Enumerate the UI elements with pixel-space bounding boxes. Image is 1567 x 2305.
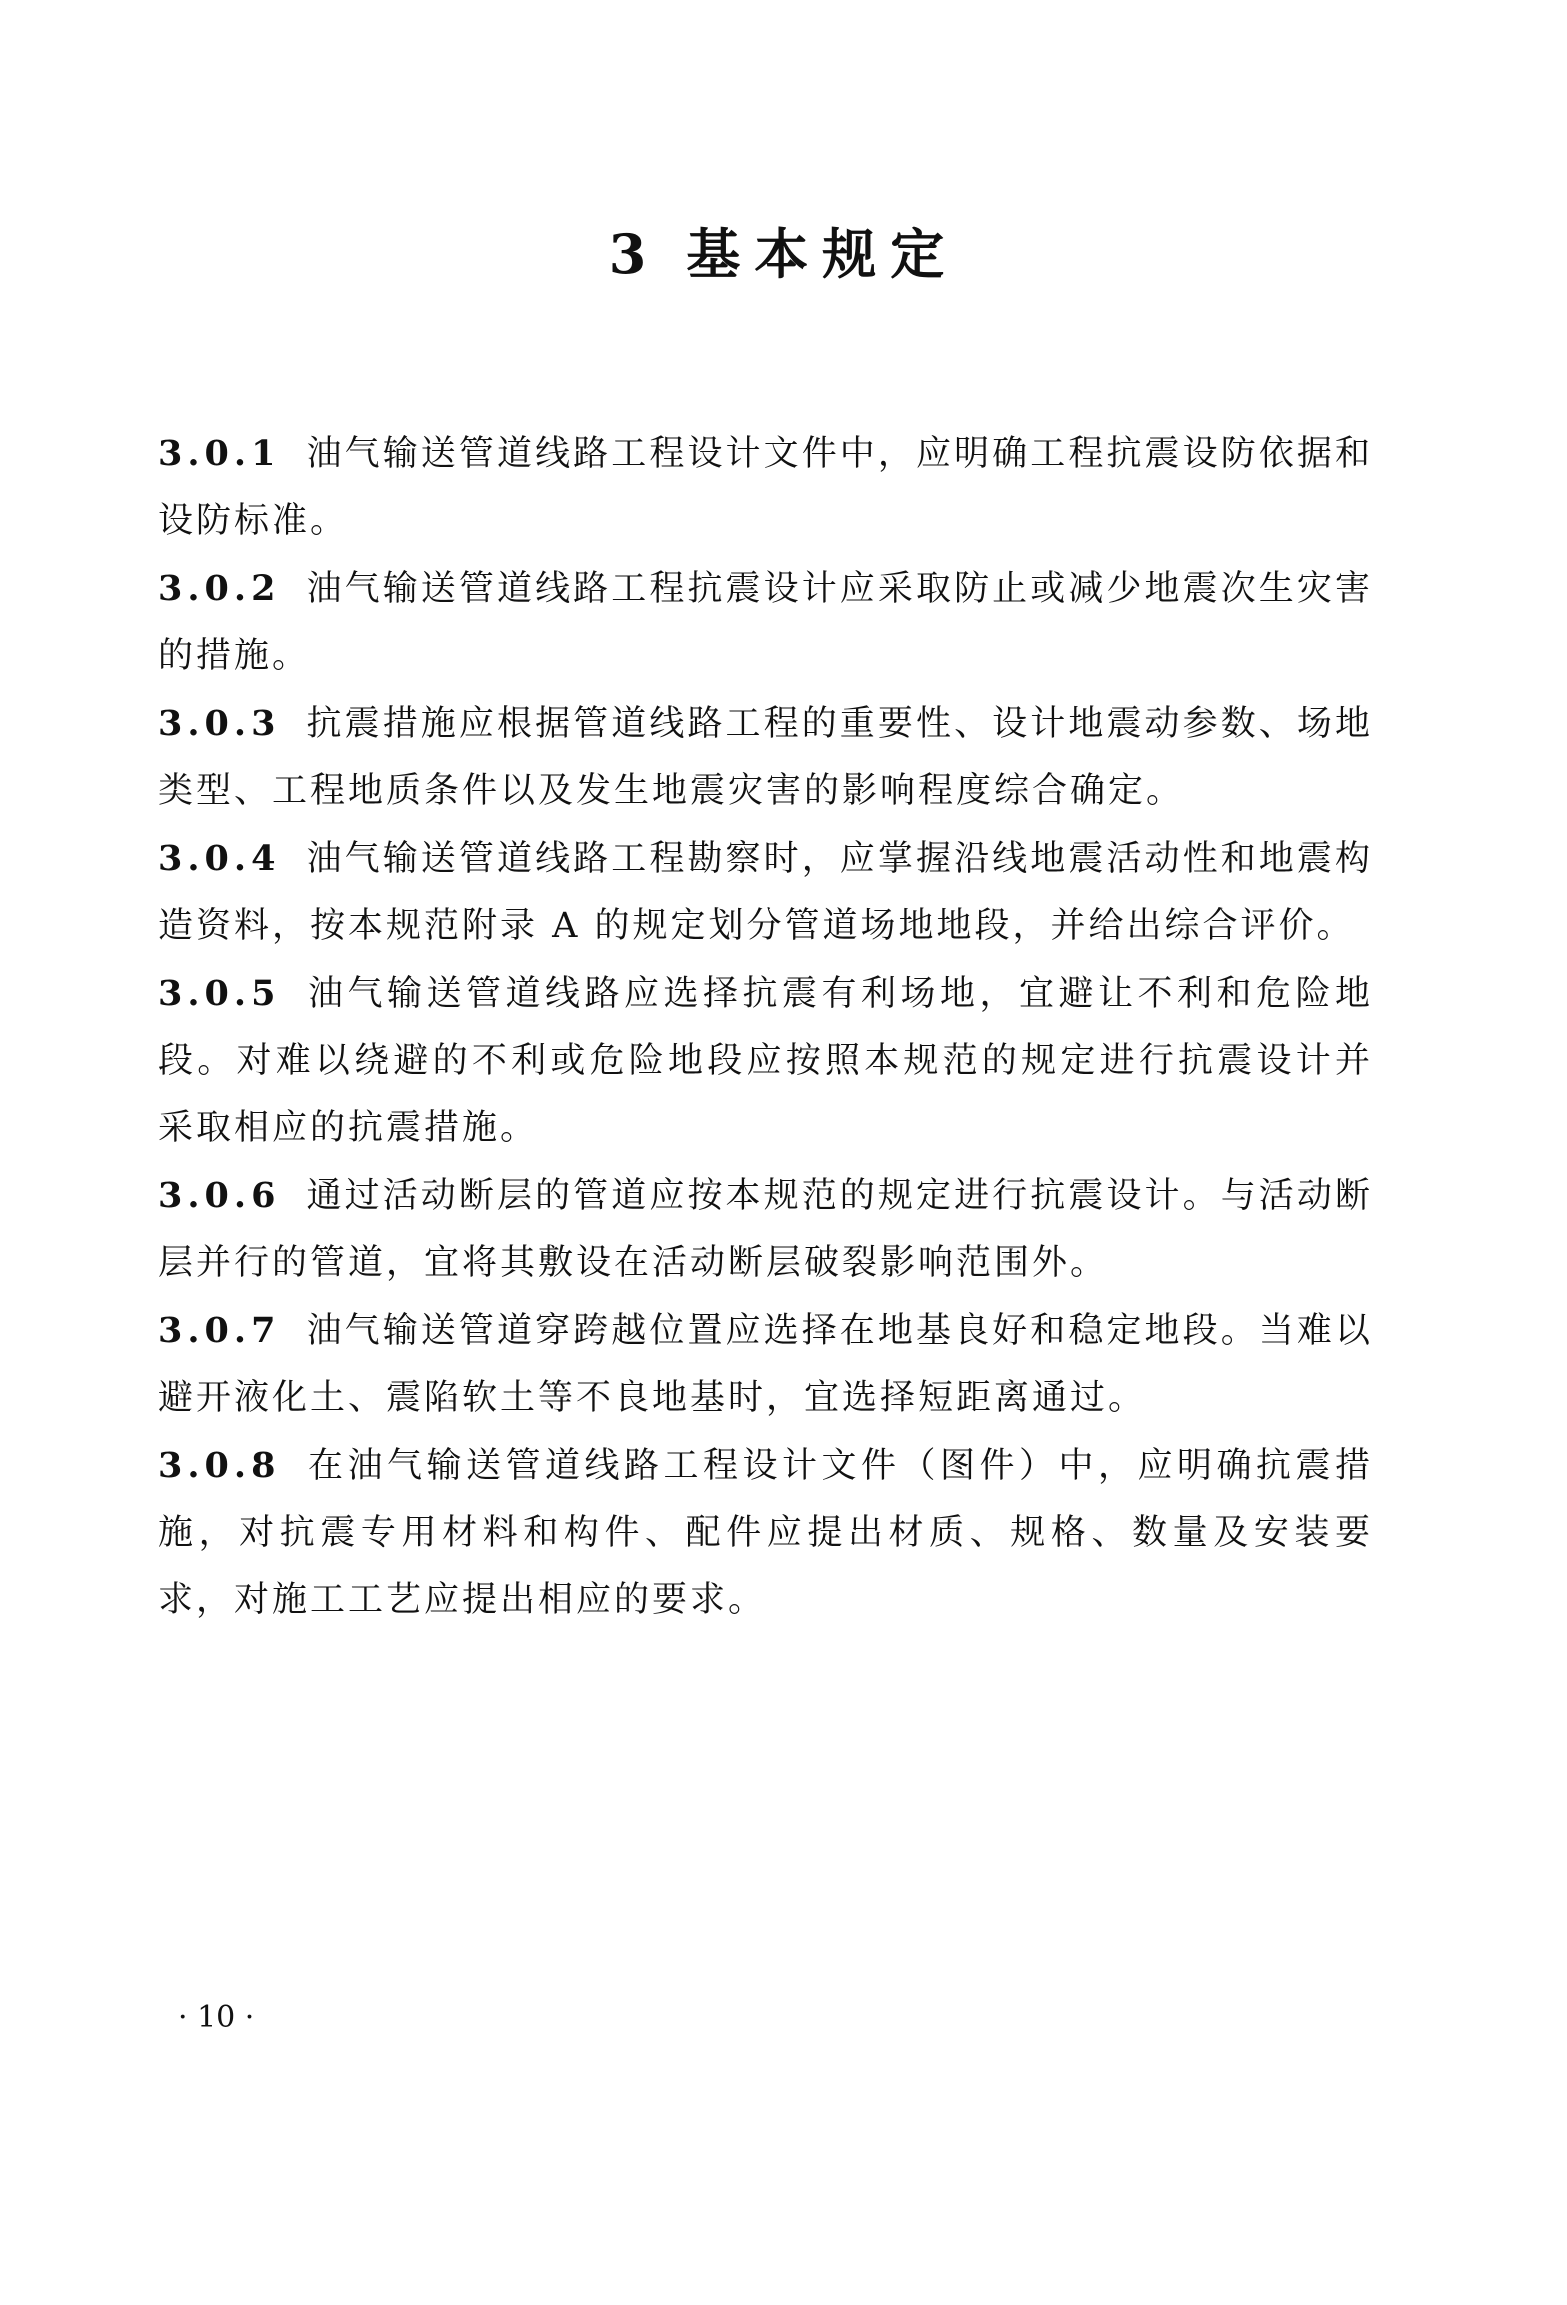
clause-number: 3.0.4 [158,838,281,879]
clause-text: 油气输送管道线路应选择抗震有利场地，宜避让不利和危险地段。对难以绕避的不利或危险地段应按照本规范的规定进行抗震设计并采取相应的抗震措施。 [158,974,1373,1148]
clause-3-0-1 [158,420,1373,555]
clause-text: 油气输送管道线路工程抗震设计应采取防止或减少地震次生灾害的措施。 [158,569,1373,676]
clause-3-0-2 [158,555,1373,690]
chapter-title: 基本规定 [686,222,959,286]
chapter-number: 3 [608,222,661,286]
clause-text: 油气输送管道线路工程勘察时，应掌握沿线地震活动性和地震构造资料，按本规范附录 A 的规定划分管道场地地段，并给出综合评价。 [158,839,1373,946]
clause-number: 3.0.3 [158,703,281,744]
clause-text: 油气输送管道线路工程设计文件中，应明确工程抗震设防依据和设防标准。 [158,434,1373,541]
clause-number: 3.0.7 [158,1310,281,1351]
clause-text: 抗震措施应根据管道线路工程的重要性、设计地震动参数、场地类型、工程地质条件以及发生地震灾害的影响程度综合确定。 [158,704,1373,811]
clause-3-0-6 [158,1162,1373,1297]
clause-3-0-8 [158,1432,1373,1634]
clause-3-0-3 [158,690,1373,825]
page-number: · 10 · [178,2000,255,2035]
clause-number: 3.0.6 [158,1175,281,1216]
clause-text: 在油气输送管道线路工程设计文件（图件）中，应明确抗震措施，对抗震专用材料和构件、配件应提出材质、规格、数量及安装要求，对施工工艺应提出相应的要求。 [158,1446,1373,1620]
clause-text: 通过活动断层的管道应按本规范的规定进行抗震设计。与活动断层并行的管道，宜将其敷设在活动断层破裂影响范围外。 [158,1176,1373,1283]
clause-text: 油气输送管道穿跨越位置应选择在地基良好和稳定地段。当难以避开液化土、震陷软土等不良地基时，宜选择短距离通过。 [158,1311,1373,1418]
clause-number: 3.0.8 [158,1445,281,1486]
clause-list [158,420,1373,1634]
clause-number: 3.0.5 [158,973,281,1014]
clause-3-0-5 [158,960,1373,1162]
clause-3-0-4 [158,825,1373,960]
clause-number: 3.0.1 [158,433,281,474]
clause-number: 3.0.2 [158,568,281,609]
chapter-heading [0,212,1567,289]
clause-3-0-7 [158,1297,1373,1432]
